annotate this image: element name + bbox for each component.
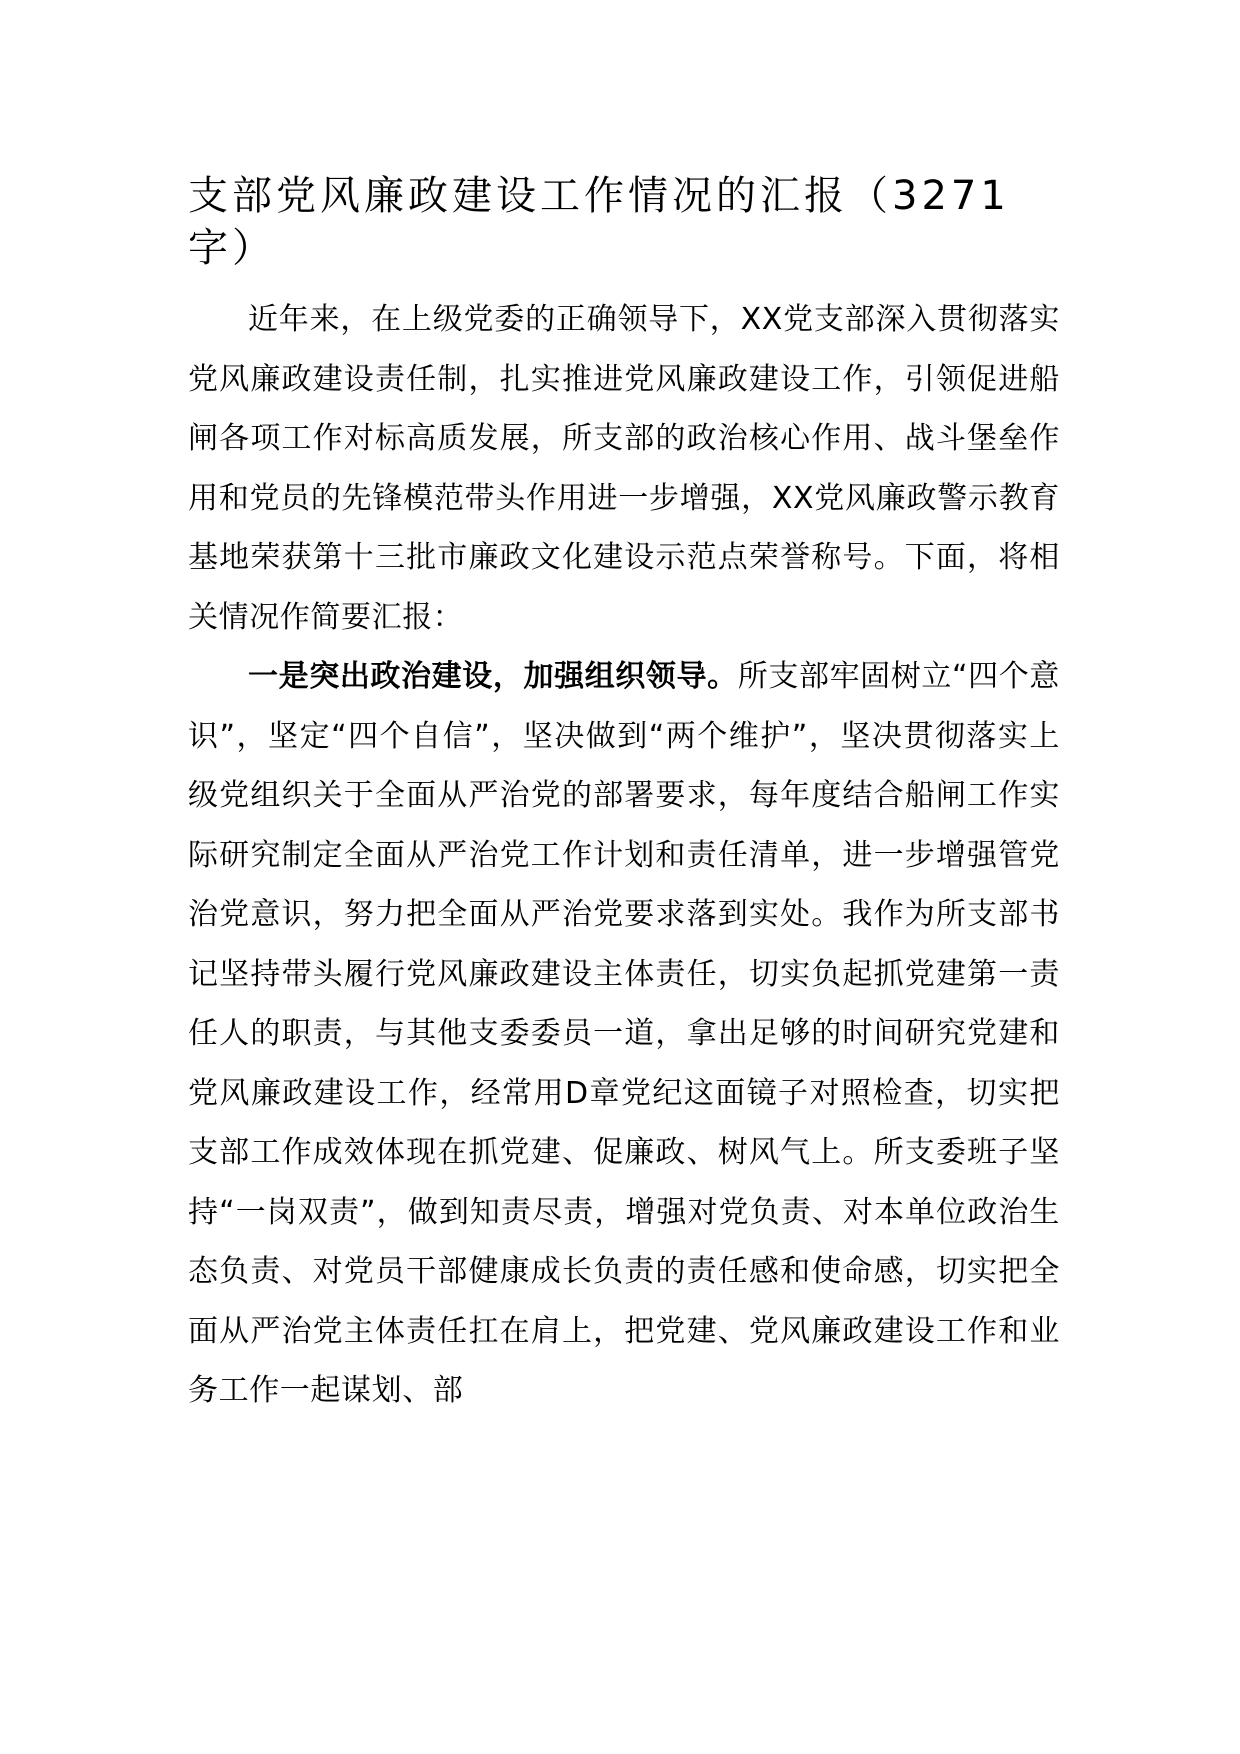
paragraph-intro [188, 290, 1060, 647]
document-page [188, 170, 1060, 1421]
paragraph-political-building-text: 所支部牢固树立“四个意识”，坚定“四个自信”，坚决做到“两个维护”，坚决贯彻落实上级党组织关于全面从严治党的部署要求，每年度结合船闸工作实际研究制定全面从严治党工作计划和责任清单，进一步增强管党治党意识，努力把全面从严治党要求落到实处。我作为所支部书记坚持带头履行党风廉政建设主体责任，切实负起抓党建第一责任人的职责，与其他支委委员一道，拿出足够的时间研究党建和党风廉政建设工作，经常用D章党纪这面镜子对照检查，切实把支部工作成效体现在抓党建、促廉政、树风气上。所支委班子坚持“一岗双责”，做到知责尽责，增强对党负责、对本单位政治生态负责、对党员干部健康成长负责的责任感和使命感，切实把全面从严治党主体责任扛在肩上，把党建、党风廉政建设工作和业务工作一起谋划、部 [188, 659, 1060, 1408]
paragraph-lead-heading: 一是突出政治建设，加强组织领导。 [248, 659, 738, 694]
paragraph-political-building [188, 647, 1060, 1421]
paragraph-intro-text: 近年来，在上级党委的正确领导下，XX党支部深入贯彻落实党风廉政建设责任制，扎实推进党风廉政建设工作，引领促进船闸各项工作对标高质发展，所支部的政治核心作用、战斗堡垒作用和党员的先锋模范带头作用进一步增强，XX党风廉政警示教育基地荣获第十三批市廉政文化建设示范点荣誉称号。下面，将相关情况作简要汇报： [188, 302, 1060, 635]
document-title: 支部党风廉政建设工作情况的汇报（3271字） [188, 173, 1010, 271]
